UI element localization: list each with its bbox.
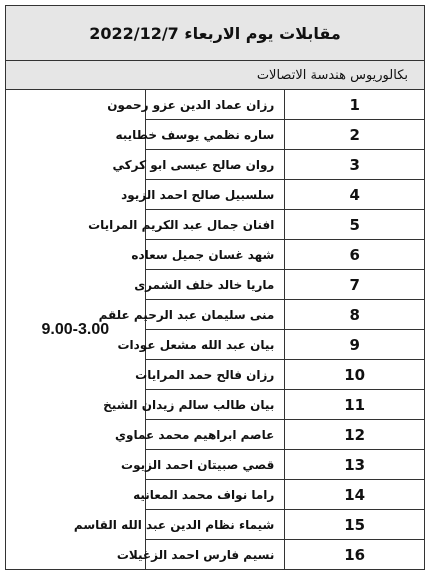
page-title <box>6 6 425 61</box>
student-name: روان صالح عيسى ابو كركي <box>145 150 285 180</box>
student-name: عاصم ابراهيم محمد عماوي <box>145 420 285 450</box>
student-name: شهد غسان جميل سعاده <box>145 240 285 270</box>
student-name: نسيم فارس احمد الزغيلات <box>145 540 285 570</box>
row-number: 5 <box>285 210 425 240</box>
row-number: 12 <box>285 420 425 450</box>
student-name: سلسبيل صالح احمد الزيود <box>145 180 285 210</box>
row-number: 13 <box>285 450 425 480</box>
student-name: رزان فالح حمد المرايات <box>145 360 285 390</box>
student-name: قصي صبيتان احمد الزيوت <box>145 450 285 480</box>
row-number: 15 <box>285 510 425 540</box>
table-row <box>6 90 425 120</box>
student-name: ساره نظمي يوسف خطايبه <box>145 120 285 150</box>
row-number: 1 <box>285 90 425 120</box>
row-number: 11 <box>285 390 425 420</box>
row-number: 7 <box>285 270 425 300</box>
student-name: رزان عماد الدين عزو رحمون <box>145 90 285 120</box>
row-number: 10 <box>285 360 425 390</box>
time-slot: 9.00-3.00 <box>6 90 146 570</box>
student-name: بيان عبد الله مشعل عودات <box>145 330 285 360</box>
row-number: 4 <box>285 180 425 210</box>
row-number: 3 <box>285 150 425 180</box>
title-text: مقابلات يوم الاربعاء 2022/12/7 <box>89 23 341 43</box>
student-name: شيماء نظام الدين عبد الله القاسم <box>145 510 285 540</box>
student-name: افنان جمال عبد الكريم المرايات <box>145 210 285 240</box>
row-number: 9 <box>285 330 425 360</box>
title-row <box>6 6 425 61</box>
row-number: 6 <box>285 240 425 270</box>
student-name: منى سليمان عبد الرحيم علقم <box>145 300 285 330</box>
row-number: 16 <box>285 540 425 570</box>
student-name: راما نواف محمد المعانيه <box>145 480 285 510</box>
schedule-table <box>5 5 425 570</box>
student-name: بيان طالب سالم زيدان الشيخ <box>145 390 285 420</box>
row-number: 14 <box>285 480 425 510</box>
row-number: 2 <box>285 120 425 150</box>
program-row <box>6 61 425 90</box>
student-name: ماريا خالد خلف الشمرى <box>145 270 285 300</box>
interview-schedule-sheet <box>5 5 425 564</box>
program-name: بكالوريوس هندسة الاتصالات <box>6 61 425 90</box>
row-number: 8 <box>285 300 425 330</box>
